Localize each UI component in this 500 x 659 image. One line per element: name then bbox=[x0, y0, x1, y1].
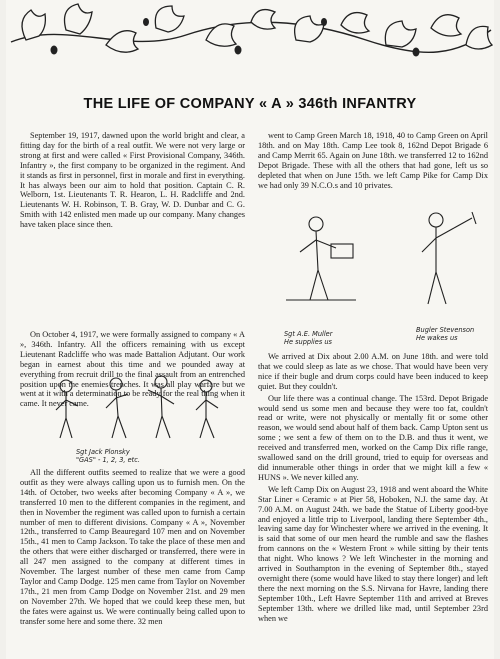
page-title: THE LIFE OF COMPANY « A » 346th INFANTRY bbox=[83, 96, 417, 112]
left-column bbox=[20, 131, 245, 232]
paragraph: We arrived at Dix about 2.00 A.M. on June 18th. and were told that we could sleep as late as we chose. That would have been very nice if their bugle and drum corps could have been induced to keep quiet. But they couldn't. bbox=[258, 352, 488, 391]
paragraph: We left Camp Dix on August 23, 1918 and went aboard the White Star Liner « Ceramic » at Pier 58, Hoboken, N.J. the same day. At 7.00 A.M. on August 24th. we bade the Statue of Liberty good-bye and enjoyed a little trip to Liverpool, landing there September 4th., leaving same day for Winchester where we arrived in the evening. It is said that some of our men heard the rumble and saw the flashes from cannons on the « Western Front » while sitting by their tents that night. Who knows ? We left Winchester in the morning and arrived in Southampton in the evening of September 8th., stayed overnight there (some would have liked to stay there longer) and left there the next morning on the S.S. Nirvana for Havre, landing there September 10th., Left Havre September 11th and arrived at Breves September 13th. where we drilled like mad, until September 23rd when we bbox=[258, 484, 488, 623]
soldiers-gas-drill-sketch bbox=[36, 368, 236, 448]
paragraph: went to Camp Green March 18, 1918, 40 to Camp Green on April 18th. and on May 18th. Camp Lee took 8, 162nd Depot Brigade 6 and Camp Merrit 65. Again on June 18th. we transferred 12 to 162nd Depot Brigade. These with all the others that had gone, left us so depleted that when on June 15th. we left Camp Pike for Camp Dix we had only 39 N.C.O.s and 10 privates. bbox=[258, 131, 488, 190]
caption-muller bbox=[284, 330, 332, 346]
caption-plonsky bbox=[76, 448, 140, 464]
page bbox=[6, 0, 494, 659]
paragraph: Our life there was a continual change. The 153rd. Depot Brigade would send us some men and because they were too fat, couldn't read or write, were not physically or mentally fit or some other reason, we would send about half of them back. Camp Upton sent us some ; we sent a few of them on to the D.B. and thus it went, we received and transferred men, worked on the Camp Dix rifle range, swallowed sand on the drill ground, tried to equip for overseas and did innumerable other things in order that we might kill a few « HUNS ». We never killed any. bbox=[258, 393, 488, 482]
caption-name: Bugler Stevenson bbox=[416, 326, 475, 334]
caption-stevenson bbox=[416, 326, 474, 342]
right-column-block-2 bbox=[258, 352, 488, 625]
right-column bbox=[258, 131, 488, 192]
caption-note: He supplies us bbox=[284, 338, 332, 346]
paragraph: On October 4, 1917, we were formally assigned to company « A », 346th. Infantry. All the officers remaining with us except Lieutenant Radcliffe who was made Battalion Adjutant. Our work began in earnest about this time and we pounded away at everything from recruit drill to the final assault from an entrenched position upon the enemies trenches. It was all play warfare but we went at it with a determination to be ready for the real thing when it came. It never came. bbox=[20, 330, 245, 409]
caption-name: Sgt Jack Plonsky bbox=[76, 448, 130, 456]
caption-name: Sgt A.E. Muller bbox=[284, 330, 333, 338]
muller-stevenson-sketch bbox=[276, 200, 486, 330]
paragraph: All the different outfits seemed to realize that we were a good outfit as they were always calling upon us to furnish men. On the 14th. of October, two weeks after becoming Company « A », we transferred 10 men to the different companies in the regiment, and then in November the regiment was called upon to furnish a certain number of men to different divisions. Company « A », November 12th., transferred to Camp Beauregard 107 men and on November 15th., 41 men to Camp Jackson. To take the place of these men and the others that were either discharged or transferred, there were in all 247 men assigned to the company at different times in November. The largest number of these men came from Camp Taylor and Camp Dodge. 125 men came from Taylor on November 17th., 21 men from Camp Dodge on November 21st. and 29 men on November 27th. We hoped that we could keep these men, but the fates were against us. We were continually being called upon to transfer some here and some there. 32 men bbox=[20, 468, 245, 626]
paragraph: September 19, 1917, dawned upon the world bright and clear, a fitting day for the birth of a real outfit. We were not very large or strong at first and were called « First Provisional Company, 346th. Infantry », the first company to be organized in the regiment. And it stands as first in personnel, first in morale and first in everything. It has always been our aim to hold that position. Captain C. R. Welborn, 1st. Lieutenants T. R. Hearon, L. H. Radcliffe and 2nd. Lieutenants W. H. Robinson, T. B. Gray, W. D. Dunbar and C. G. Smith with 142 enlisted men made up our company. Many changes have taken place since then. bbox=[20, 131, 245, 230]
oak-leaf-banner bbox=[6, 0, 494, 70]
caption-note: "GAS" - 1, 2, 3, etc. bbox=[76, 456, 140, 464]
caption-note: He wakes us bbox=[416, 334, 458, 342]
left-column-block-3 bbox=[20, 468, 245, 627]
